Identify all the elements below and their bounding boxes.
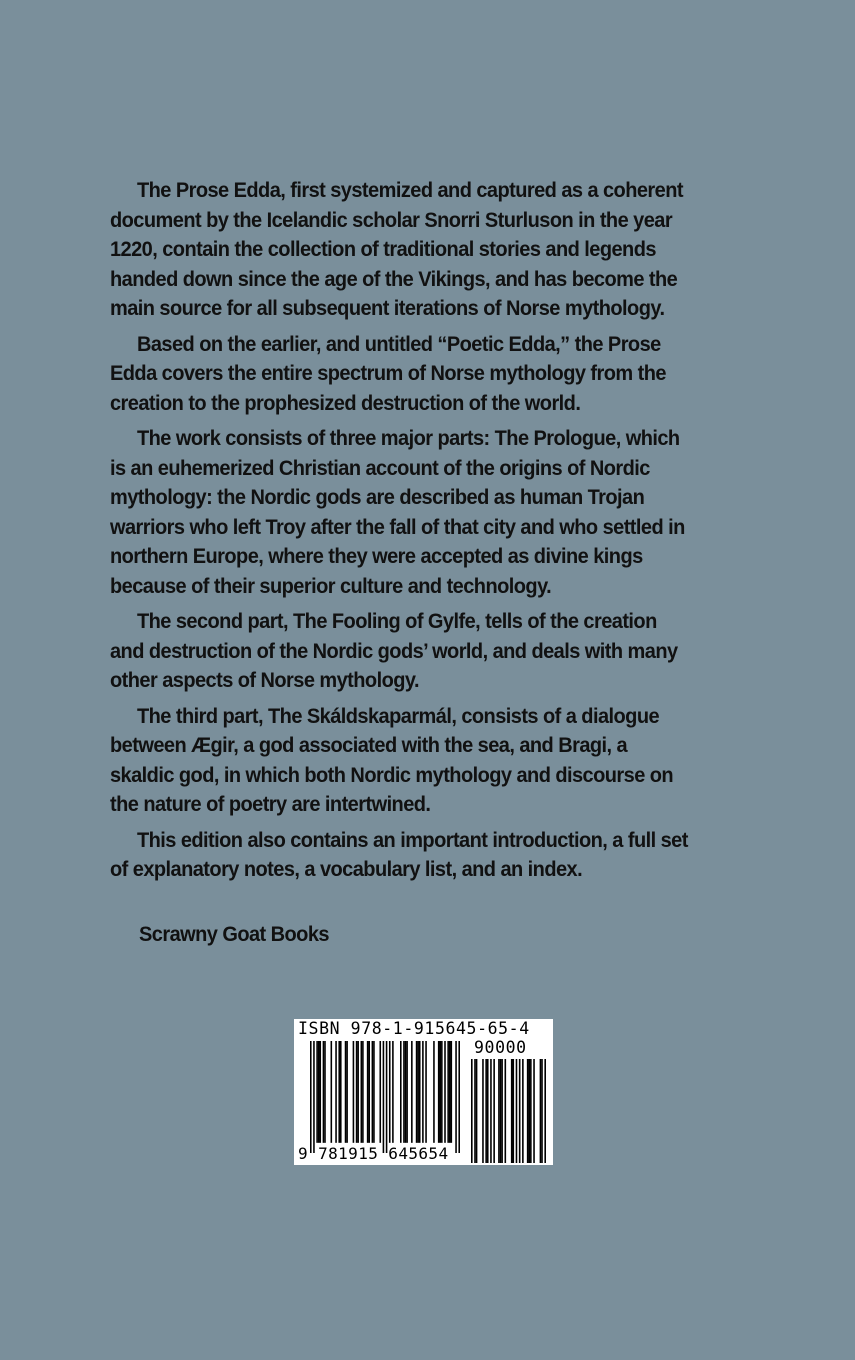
- barcode-bar: [400, 1041, 402, 1143]
- barcode-bar: [367, 1041, 369, 1143]
- barcode-bar: [310, 1041, 312, 1153]
- barcode-bar: [487, 1059, 489, 1163]
- barcode-bar: [485, 1059, 487, 1163]
- barcode-bar: [386, 1041, 388, 1153]
- barcode-bar: [501, 1059, 503, 1163]
- blurb-paragraph-4: The second part, The Fooling of Gylfe, tells of the creation and destruction of the Nordic gods’ world, and deals with many other aspects of Norse mythology.: [110, 609, 678, 692]
- barcode-bar: [379, 1041, 381, 1143]
- barcode-bar: [447, 1041, 449, 1143]
- barcode-bar: [438, 1041, 440, 1143]
- barcode-bar: [522, 1059, 524, 1163]
- barcode-bar: [417, 1041, 419, 1143]
- barcode-bar: [544, 1059, 546, 1163]
- barcode-bar: [541, 1059, 543, 1163]
- barcode-bar: [455, 1041, 457, 1153]
- barcode-bar: [313, 1041, 315, 1153]
- barcode-bar: [356, 1041, 358, 1143]
- barcode-bar: [389, 1041, 391, 1143]
- ean-digits: 9 781915 645654: [298, 1144, 449, 1163]
- barcode-bar: [422, 1041, 424, 1143]
- isbn-barcode: [294, 1019, 553, 1165]
- barcode-bar: [324, 1041, 326, 1143]
- barcode-bar: [490, 1059, 492, 1163]
- barcode-bar: [357, 1041, 359, 1143]
- barcode-bar: [405, 1041, 407, 1143]
- publisher-name: Scrawny Goat Books: [139, 922, 329, 946]
- barcode-bar: [316, 1041, 318, 1143]
- barcode-bar: [383, 1041, 385, 1153]
- isbn-label: ISBN 978-1-915645-65-4: [298, 1019, 530, 1038]
- barcode-bar: [476, 1059, 478, 1163]
- barcode-bar: [362, 1041, 364, 1143]
- back-cover-blurb: [110, 176, 691, 891]
- barcode-bar: [530, 1059, 532, 1163]
- barcode-bar: [373, 1041, 375, 1143]
- barcode-bar: [458, 1041, 460, 1153]
- blurb-paragraph-6: This edition also contains an important introduction, a full set of explanatory notes, a vocabulary list, and an index.: [110, 827, 688, 881]
- addon-bars: [471, 1059, 546, 1163]
- barcode-bar: [318, 1041, 320, 1143]
- barcode-bar: [345, 1041, 347, 1143]
- barcode-bar: [471, 1059, 473, 1163]
- barcode-bar: [474, 1059, 476, 1163]
- barcode-bar: [433, 1041, 435, 1143]
- barcode-bar: [335, 1041, 337, 1143]
- barcode-bar: [368, 1041, 370, 1143]
- barcode-bar: [449, 1041, 451, 1143]
- blurb-paragraph-2: Based on the earlier, and untitled “Poetic Edda,” the Prose Edda covers the entire spectrum of Norse mythology from the creation to the prophesized destruction of the world.: [110, 331, 666, 415]
- barcode-bar: [512, 1059, 514, 1163]
- barcode-bar: [338, 1041, 340, 1143]
- barcode-bar: [411, 1041, 413, 1143]
- barcode-bar: [528, 1059, 530, 1163]
- barcode-bar: [392, 1041, 394, 1143]
- barcode-bar: [340, 1041, 342, 1143]
- barcode-bar: [353, 1041, 355, 1143]
- barcode-bar: [519, 1059, 521, 1163]
- blurb-paragraph-5: The third part, The Skáldskaparmál, consists of a dialogue between Ægir, a god associated with the sea, and Bragi, a skaldic god, in which both Nordic mythology and discourse on the nature of poetry are intertwined.: [110, 703, 674, 816]
- ean13-bars: [310, 1041, 460, 1153]
- blurb-paragraph-1: The Prose Edda, first systemized and captured as a coherent document by the Icelandic scholar Snorri Sturluson in the year 1220, contain the collection of traditional stories and legends handed down since the age of the Vikings, and has become the main source for all subsequent iterations of Norse mythology.: [110, 178, 683, 320]
- barcode-bar: [403, 1041, 405, 1143]
- barcode-bar: [516, 1059, 518, 1163]
- barcode-bar: [540, 1059, 542, 1163]
- barcode-bar: [441, 1041, 443, 1143]
- barcode-bar: [346, 1041, 348, 1143]
- barcode-bar: [331, 1041, 333, 1143]
- barcode-bar: [406, 1041, 408, 1143]
- barcode-bar: [419, 1041, 421, 1143]
- barcode-bar: [493, 1059, 495, 1163]
- barcode-bar: [372, 1041, 374, 1143]
- barcode-bar: [498, 1059, 500, 1163]
- barcode-bar: [323, 1041, 325, 1143]
- price-code: 90000: [474, 1038, 527, 1057]
- barcode-bar: [511, 1059, 513, 1163]
- barcode-bar: [444, 1041, 446, 1143]
- barcode-bar: [361, 1041, 363, 1143]
- barcode-bar: [533, 1059, 535, 1163]
- barcode-bar: [451, 1041, 453, 1143]
- barcode-bar: [505, 1059, 507, 1163]
- barcode-bar: [416, 1041, 418, 1143]
- barcode-bar: [527, 1059, 529, 1163]
- barcode-bar: [425, 1041, 427, 1143]
- barcode-bar: [500, 1059, 502, 1163]
- barcode-bar: [439, 1041, 441, 1143]
- barcode-bar: [319, 1041, 321, 1143]
- blurb-paragraph-3: The work consists of three major parts: The Prologue, which is an euhemerized Christian account of the origins of Nordic mythology: the Nordic gods are described as human Trojan warriors who left Troy after the fall of that city and who settled in northern Europe, where they were accepted as divine kings because of their superior culture and technology.: [110, 426, 685, 598]
- barcode-bar: [482, 1059, 484, 1163]
